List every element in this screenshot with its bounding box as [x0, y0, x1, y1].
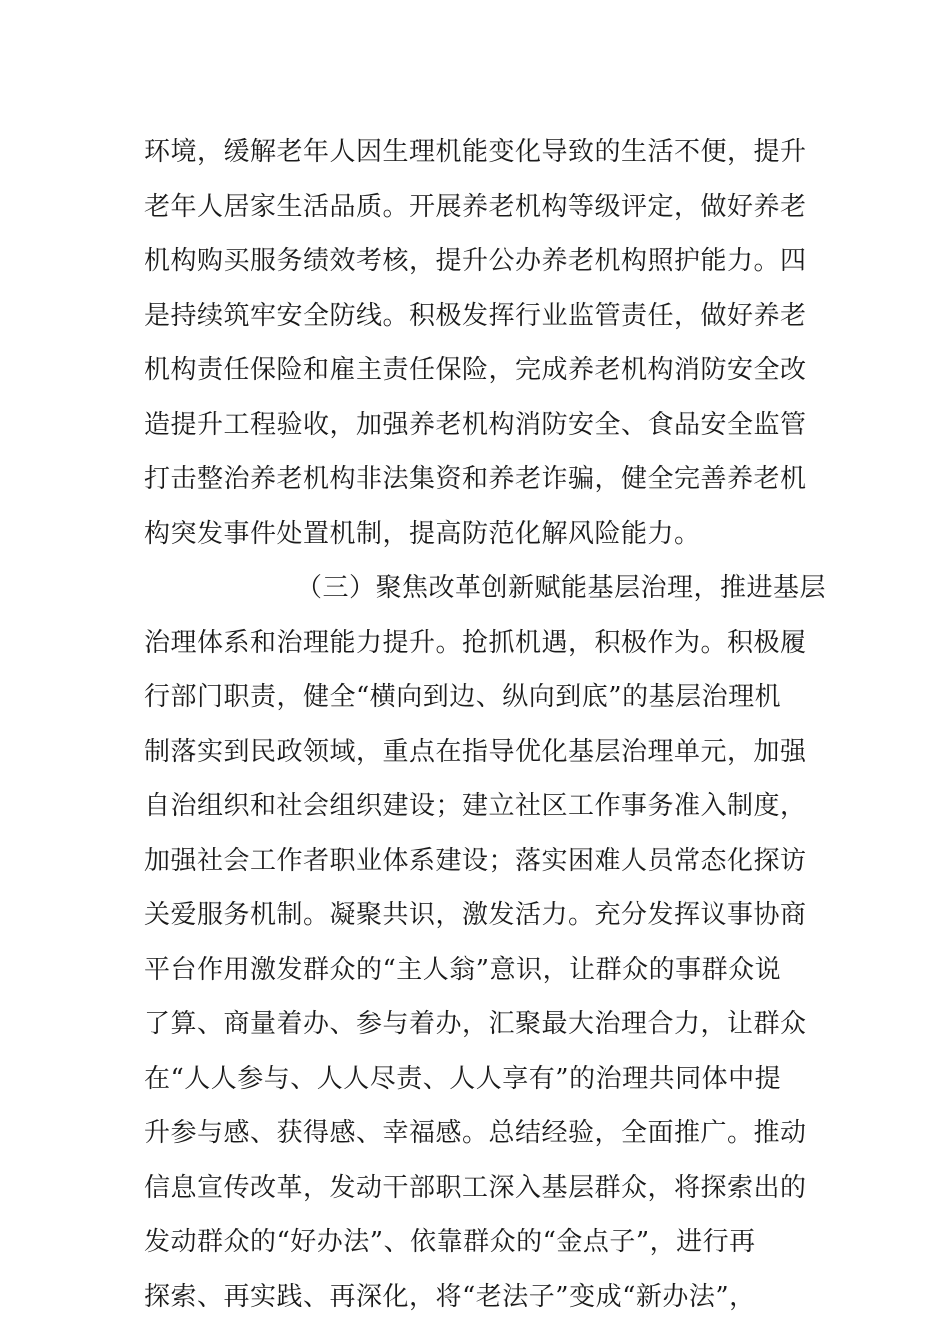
text-line: 机构责任保险和雇主责任保险，完成养老机构消防安全改: [144, 355, 807, 385]
text-line: 环境，缓解老年人因生理机能变化导致的生活不便，提升: [144, 137, 807, 167]
text-line: 自治组织和社会组织建设；建立社区工作事务准入制度，: [144, 791, 807, 821]
body-text: [144, 125, 827, 1324]
text-line: 打击整治养老机构非法集资和养老诈骗，健全完善养老机: [144, 464, 807, 494]
text-line: 机构购买服务绩效考核，提升公办养老机构照护能力。四: [144, 246, 807, 276]
text-line: 了算、商量着办、参与着办，汇聚最大治理合力，让群众: [144, 1009, 807, 1039]
text-line: 发动群众的“好办法”、依靠群众的“金点子”，进行再: [144, 1227, 756, 1257]
text-line: 加强社会工作者职业体系建设；落实困难人员常态化探访: [144, 845, 807, 876]
text-line: 升参与感、获得感、幸福感。总结经验，全面推广。推动: [144, 1118, 807, 1148]
text-line: 造提升工程验收，加强养老机构消防安全、食品安全监管: [144, 409, 807, 440]
text-line: 在“人人参与、人人尽责、人人享有”的治理共同体中提: [144, 1063, 782, 1094]
text-line: 关爱服务机制。凝聚共识，激发活力。充分发挥议事协商: [144, 900, 807, 930]
text-line: 平台作用激发群众的“主人翁”意识，让群众的事群众说: [144, 954, 782, 985]
text-line: 制落实到民政领域，重点在指导优化基层治理单元，加强: [144, 736, 807, 767]
text-line: 治理体系和治理能力提升。抢抓机遇，积极作为。积极履: [144, 627, 807, 658]
text-line: 老年人居家生活品质。开展养老机构等级评定，做好养老: [144, 191, 807, 222]
section-heading-line: （三）聚焦改革创新赋能基层治理，推进基层: [296, 573, 827, 603]
text-line: 信息宣传改革，发动干部职工深入基层群众，将探索出的: [144, 1172, 807, 1203]
text-line: 行部门职责，健全“横向到边、纵向到底”的基层治理机: [144, 682, 782, 712]
text-line: 探索、再实践、再深化，将“老法子”变成“新办法”，: [144, 1281, 756, 1312]
text-line: 构突发事件处置机制，提高防范化解风险能力。: [144, 518, 701, 549]
text-line: 是持续筑牢安全防线。积极发挥行业监管责任，做好养老: [144, 300, 807, 331]
